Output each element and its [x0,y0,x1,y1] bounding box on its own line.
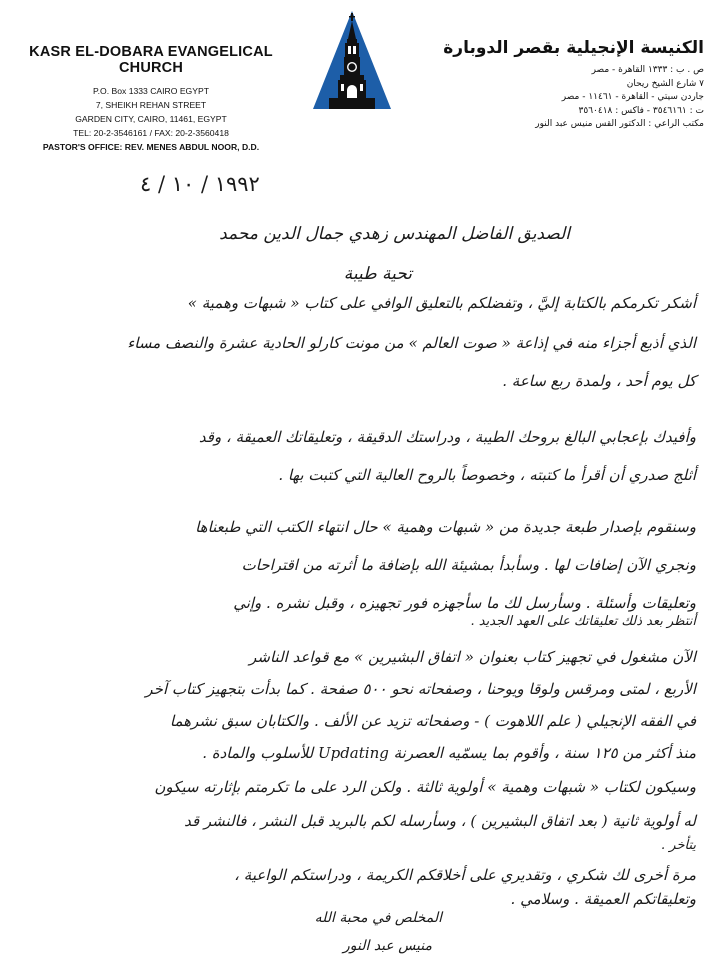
body-line: يتأخر . [661,838,696,853]
address-line: جاردن سيتي - القاهرة - ١١٤٦١ - مصر [561,92,704,102]
signature: منيس عبد النور [343,938,432,954]
body-line: منذ أكثر من ١٢٥ سنة ، وأقوم بما يسمّيه العصرنة Updating للأسلوب والمادة . [202,744,696,762]
address-line: GARDEN CITY, CAIRO, 11461, EGYPT [75,114,227,124]
pastor-office-line: مكتب الراعي : الدكتور القس منيس عبد النور [535,119,704,129]
body-line: له أولوية ثانية ( بعد اتفاق البشيرين ) ، وسأرسله لكم بالبريد قبل النشر ، فالنشر قد [184,812,696,830]
address-english [6,84,296,154]
church-name-english: KASR EL-DOBARA EVANGELICAL CHURCH [29,44,273,76]
body-line: أنتظر بعد ذلك تعليقاتك على العهد الجديد . [470,614,696,629]
church-name-arabic: الكنيسة الإنجيلية بقصر الدوبارة [443,38,704,58]
address-arabic [404,64,704,132]
addressee-line: الصديق الفاضل المهندس زهدي جمال الدين محمد [219,224,570,244]
greeting: تحية طيبة [343,264,412,284]
body-line: أثلج صدري أن أقرأ ما كتبته ، وخصوصاً بالروح العالية التي كتبت بها . [278,466,696,484]
body-line: أشكر تكرمكم بالكتابة إليَّ ، وتفضلكم بالتعليق الوافي على كتاب « شبهات وهمية » [187,294,696,312]
body-line: الآن مشغول في تجهيز كتاب بعنوان « اتفاق البشيرين » مع قواعد الناشر [249,648,696,666]
address-line: ص . ب : ١٣٣٣ القاهرة - مصر [591,65,704,75]
body-line: الأربع ، لمتى ومرقس ولوقا ويوحنا ، وصفحاته نحو ٥٠٠ صفحة . كما بدأت بتجهيز كتاب آخر [145,680,696,698]
body-line: في الفقه الإنجيلي ( علم اللاهوت ) - وصفحاته تزيد عن الألف . والكتابان سبق نشرهما [169,712,696,730]
body-line: وسيكون لكتاب « شبهات وهمية » أولوية ثالثة . ولكن الرد على ما تكرمتم بإثارته سيكون [154,778,696,796]
body-line: وتعليقات وأسئلة . وسأرسل لك ما سأجهزه فور تجهيزه ، وقبل نشره . وإني [233,594,696,612]
closing-line: المخلص في محبة الله [314,910,442,926]
contact-line: ت : ٣٥٤٦١٦١ - فاكس : ٣٥٦٠٤١٨ [578,105,704,116]
letterhead-english [6,44,296,154]
body-line: كل يوم أحد ، ولمدة ربع ساعة . [502,372,696,390]
body-line: مرة أخرى لك شكري ، وتقديري على أخلاقكم الكريمة ، ودراستكم الواعية ، [234,866,696,884]
body-line: وأفيدك بإعجابي البالغ بروحك الطيبة ، ودراستك الدقيقة ، وتعليقاتك العميقة ، وقد [198,428,696,446]
body-line: وتعليقاتكم العميقة . وسلامي . [510,890,696,908]
letterhead-arabic [404,38,704,132]
body-line: ونجري الآن إضافات لها . وسأبدأ بمشيئة الله بإضافة ما أثرته من اقتراحات [241,556,696,574]
letter-date: ١٩٩٢ / ١٠ / ٤ [140,172,260,196]
body-line: وسنقوم بإصدار طبعة جديدة من « شبهات وهمية » حال انتهاء الكتب التي طبعناها [195,518,696,536]
address-line: ٧ شارع الشيخ ريحان [626,78,704,89]
contact-line: TEL: 20-2-3546161 / FAX: 20-2-3560418 [73,128,229,138]
address-line: 7, SHEIKH REHAN STREET [95,100,207,110]
address-line: P.O. Box 1333 CAIRO EGYPT [93,86,209,96]
body-line: الذي أذيع أجزاء منه في إذاعة « صوت العالم » من مونت كارلو الحادية عشرة والنصف مساء [127,334,696,352]
pastor-office-line: PASTOR'S OFFICE: REV. MENES ABDUL NOOR, D.D. [42,142,260,152]
church-tower-logo [311,9,393,111]
